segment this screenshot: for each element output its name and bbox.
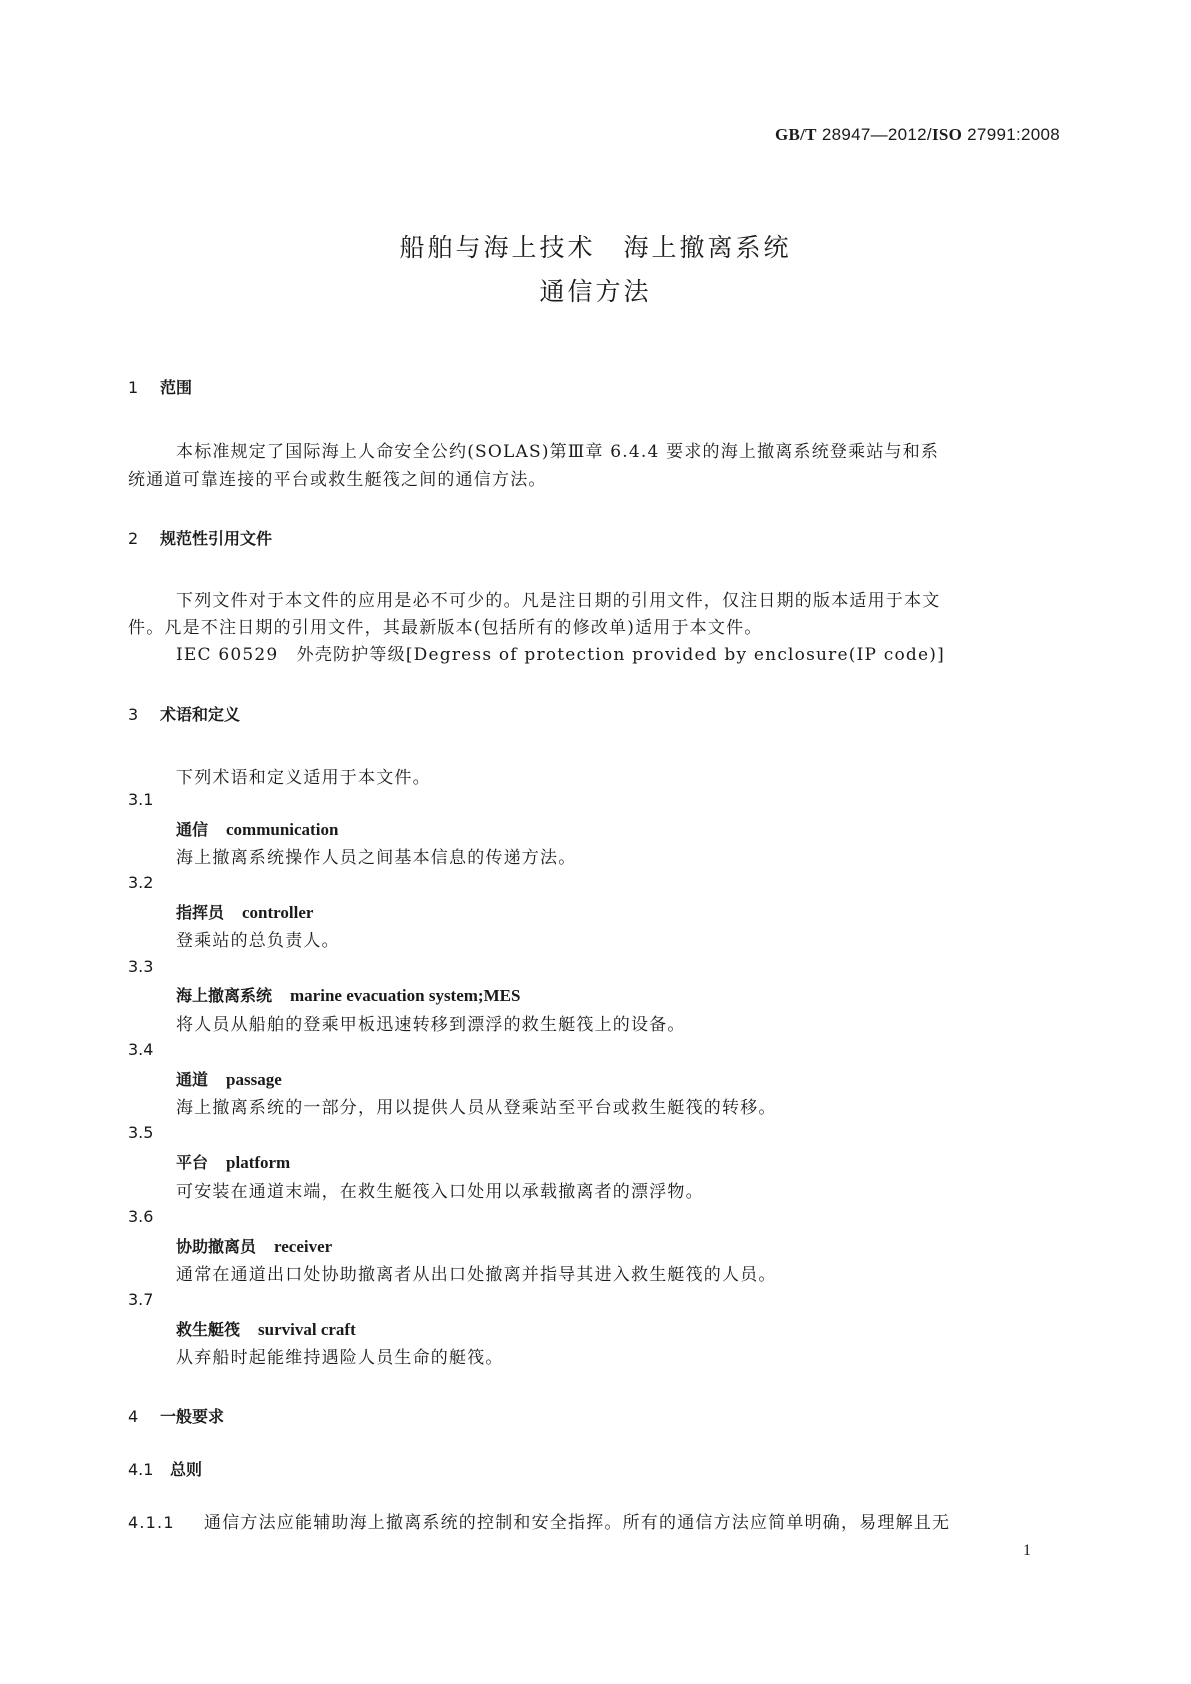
term-3-2-definition: 登乘站的总负责人。 xyxy=(176,931,340,951)
section-4-1-heading: 4.1 总则 xyxy=(128,1460,203,1479)
term-3-7-definition: 从弃船时起能维持遇险人员生命的艇筏。 xyxy=(176,1348,504,1368)
term-3-1-definition: 海上撤离系统操作人员之间基本信息的传递方法。 xyxy=(176,848,577,868)
section-1-heading: 1 范围 xyxy=(128,378,193,397)
term-3-1-title: 通信 communication xyxy=(176,820,339,839)
term-3-6-definition: 通常在通道出口处协助撤离者从出口处撤离并指导其进入救生艇筏的人员。 xyxy=(176,1265,777,1285)
page-number: 1 xyxy=(1023,1542,1031,1559)
term-3-6-number: 3.6 xyxy=(128,1207,154,1226)
document-title-line2: 通信方法 xyxy=(539,277,652,306)
term-3-7-title: 救生艇筏 survival craft xyxy=(176,1320,356,1339)
term-3-3-number: 3.3 xyxy=(128,957,154,976)
term-3-4-number: 3.4 xyxy=(128,1040,154,1059)
section-3-intro: 下列术语和定义适用于本文件。 xyxy=(176,768,431,788)
clause-4-1-1: 4.1.1 通信方法应能辅助海上撤离系统的控制和安全指挥。所有的通信方法应简单明确，易理解且无 xyxy=(128,1513,951,1533)
normative-reference-iec60529: IEC 60529 外壳防护等级[Degress of protection provided by enclosure(IP code)] xyxy=(176,645,945,665)
term-3-1-number: 3.1 xyxy=(128,790,154,809)
term-3-2-number: 3.2 xyxy=(128,873,154,892)
document-title-line1: 船舶与海上技术 海上撤离系统 xyxy=(399,233,792,262)
section-4-heading: 4 一般要求 xyxy=(128,1407,225,1426)
section-1-para-line1: 本标准规定了国际海上人命安全公约(SOLAS)第Ⅲ章 6.4.4 要求的海上撤离系统登乘站与和系 xyxy=(176,442,940,462)
section-1-para-line2: 统通道可靠连接的平台或救生艇筏之间的通信方法。 xyxy=(128,470,547,490)
section-3-heading: 3 术语和定义 xyxy=(128,705,241,724)
section-2-heading: 2 规范性引用文件 xyxy=(128,529,273,548)
section-2-para-line2: 件。凡是不注日期的引用文件，其最新版本(包括所有的修改单)适用于本文件。 xyxy=(128,618,763,638)
term-3-7-number: 3.7 xyxy=(128,1290,154,1309)
term-3-6-title: 协助撤离员 receiver xyxy=(176,1237,333,1256)
section-2-para-line1: 下列文件对于本文件的应用是必不可少的。凡是注日期的引用文件，仅注日期的版本适用于本文 xyxy=(176,591,941,611)
term-3-2-title: 指挥员 controller xyxy=(176,903,314,922)
term-3-3-title: 海上撤离系统 marine evacuation system;MES xyxy=(176,986,521,1005)
standard-code: GB/T 28947—2012/ISO 27991:2008 xyxy=(774,125,1060,144)
term-3-5-number: 3.5 xyxy=(128,1123,154,1142)
term-3-5-title: 平台 platform xyxy=(176,1153,291,1172)
term-3-4-definition: 海上撤离系统的一部分，用以提供人员从登乘站至平台或救生艇筏的转移。 xyxy=(176,1098,777,1118)
term-3-4-title: 通道 passage xyxy=(176,1070,282,1089)
term-3-3-definition: 将人员从船舶的登乘甲板迅速转移到漂浮的救生艇筏上的设备。 xyxy=(176,1015,686,1035)
term-3-5-definition: 可安装在通道末端，在救生艇筏入口处用以承载撤离者的漂浮物。 xyxy=(176,1182,704,1202)
